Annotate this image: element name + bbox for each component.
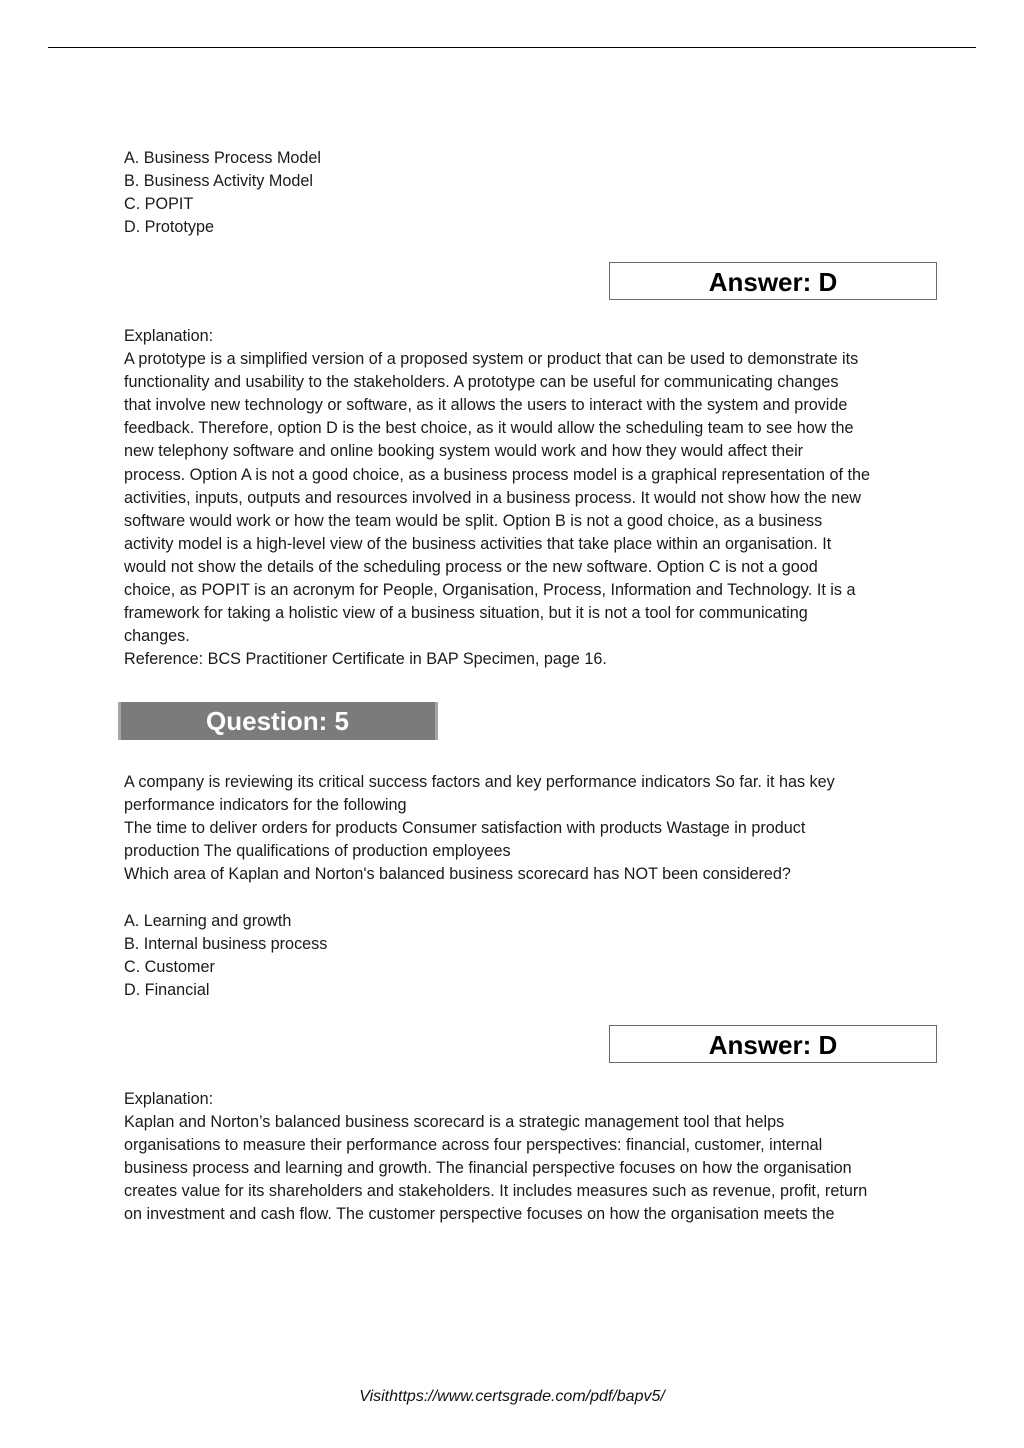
explanation-line: activities, inputs, outputs and resources involved in a business process. It would not show how the new [124, 488, 861, 507]
footer-url[interactable]: Visithttps://www.certsgrade.com/pdf/bapv5/ [359, 1388, 665, 1405]
question-5-banner [118, 702, 438, 740]
q5-explanation [124, 1088, 924, 1227]
q5-stem-line: performance indicators for the following [124, 796, 407, 815]
q5-options [124, 910, 924, 1002]
q5-stem-line: A company is reviewing its critical success factors and key performance indicators So far. it has key [124, 773, 835, 791]
q5-stem [124, 771, 924, 886]
explanation-line: framework for taking a holistic view of a business situation, but it is not a tool for communicating [124, 604, 808, 623]
explanation-line: business process and learning and growth. The financial perspective focuses on how the organisation [124, 1159, 852, 1178]
q4-option-c: C. POPIT [124, 195, 194, 214]
q4-answer-box: Answer: D [609, 262, 937, 300]
header-divider [48, 47, 976, 48]
q4-option-a: A. Business Process Model [124, 149, 322, 167]
explanation-line: organisations to measure their performance across four perspectives: financial, customer, internal [124, 1136, 823, 1155]
q5-stem-line: The time to deliver orders for products Consumer satisfaction with products Wastage in product [124, 819, 806, 838]
q4-option-b: B. Business Activity Model [124, 172, 313, 191]
q5-option-d: D. Financial [124, 981, 210, 1000]
q5-stem-line: production The qualifications of production employees [124, 842, 511, 861]
q5-option-c: C. Customer [124, 958, 215, 977]
explanation-line: that involve new technology or software, as it allows the users to interact with the system and provide [124, 396, 848, 415]
q4-option-d: D. Prototype [124, 218, 214, 237]
explanation-line: creates value for its shareholders and stakeholders. It includes measures such as revenue, profit, return [124, 1182, 868, 1201]
explanation-line: A prototype is a simplified version of a proposed system or product that can be used to demonstrate its [124, 350, 859, 369]
explanation-line: software would work or how the team would be split. Option B is not a good choice, as a business [124, 511, 823, 530]
explanation-heading: Explanation: [124, 1090, 214, 1108]
explanation-line: activity model is a high-level view of the business activities that take place within an organisation. It [124, 534, 832, 553]
explanation-line: process. Option A is not a good choice, as a business process model is a graphical representation of the [124, 465, 870, 484]
explanation-line: on investment and cash flow. The customer perspective focuses on how the organisation meets the [124, 1205, 835, 1224]
reference-line: Reference: BCS Practitioner Certificate in BAP Specimen, page 16. [124, 650, 607, 669]
explanation-line: feedback. Therefore, option D is the best choice, as it would allow the scheduling team to see how the [124, 419, 854, 438]
q5-option-a: A. Learning and growth [124, 912, 292, 930]
explanation-line: would not show the details of the scheduling process or the new software. Option C is not a good [124, 557, 818, 576]
explanation-line: functionality and usability to the stakeholders. A prototype can be useful for communicating changes [124, 373, 839, 392]
q5-stem-line: Which area of Kaplan and Norton's balanced business scorecard has NOT been considered? [124, 865, 791, 884]
q4-options [124, 147, 924, 239]
explanation-heading: Explanation: [124, 327, 214, 345]
q5-answer-box: Answer: D [609, 1025, 937, 1063]
explanation-line: new telephony software and online booking system would work and how they would affect their [124, 442, 804, 461]
q5-option-b: B. Internal business process [124, 935, 328, 954]
question-5-title: Question: 5 [206, 706, 350, 736]
explanation-line: choice, as POPIT is an acronym for People, Organisation, Process, Information and Technology. It is a [124, 581, 856, 600]
q4-explanation [124, 325, 924, 671]
explanation-line: changes. [124, 627, 190, 646]
explanation-line: Kaplan and Norton’s balanced business scorecard is a strategic management tool that helps [124, 1113, 785, 1132]
